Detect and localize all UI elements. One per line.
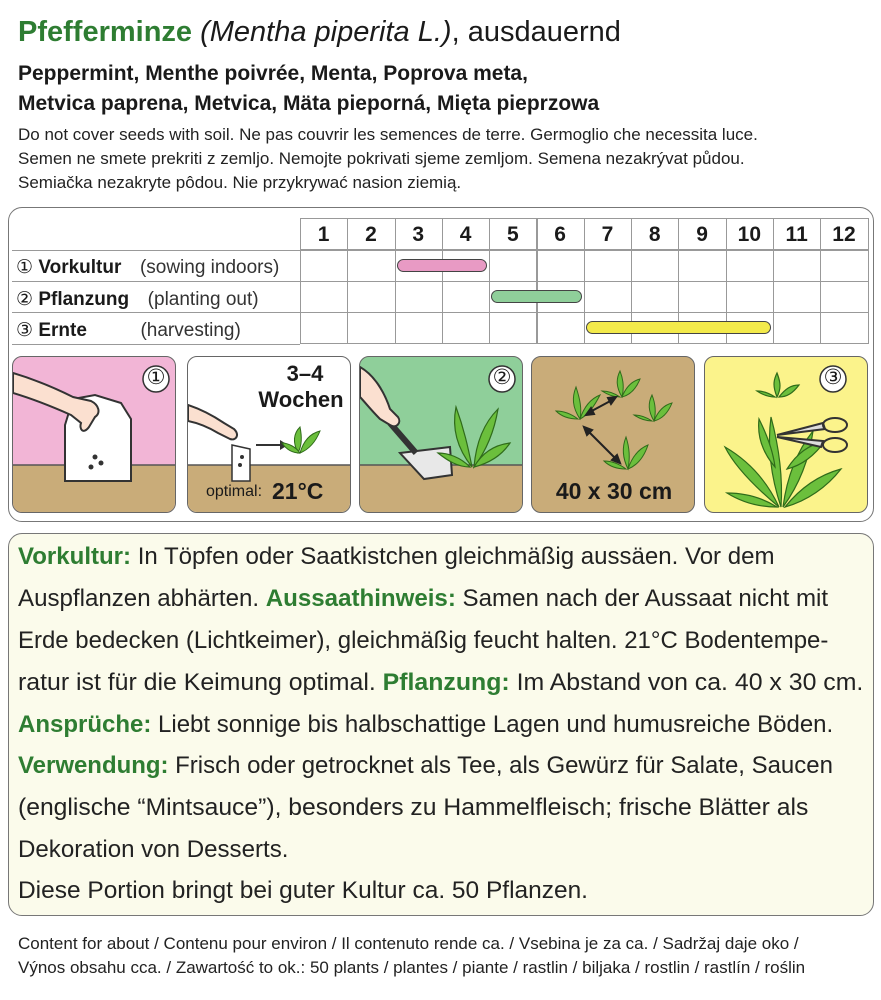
plant-name: Pfefferminze — [18, 16, 193, 48]
sowing-calendar — [12, 218, 868, 346]
calendar-row-sowing — [16, 256, 279, 279]
step-number-3: ③ — [823, 366, 843, 389]
calendar-cell — [489, 312, 537, 344]
calendar-row-planting — [16, 288, 259, 311]
info-line — [18, 711, 833, 739]
calendar-cell — [347, 281, 395, 313]
calendar-cell — [773, 281, 821, 313]
calendar-cell — [584, 250, 632, 282]
panel-spacing — [531, 356, 695, 513]
info-text: Liebt sonnige bis halbschattige Lagen und humusreiche Böden. — [151, 711, 834, 738]
info-line — [18, 543, 774, 571]
step-number: ③ — [16, 320, 34, 341]
panel-sowing-indoors — [12, 356, 176, 513]
row-label-de: Vorkultur — [38, 257, 122, 278]
calendar-cell — [584, 281, 632, 313]
period-bar — [397, 259, 488, 272]
row-separator — [12, 344, 300, 345]
info-text: Auspflanzen abhärten. — [18, 585, 266, 612]
calendar-cell — [726, 281, 774, 313]
calendar-cell — [347, 312, 395, 344]
row-separator — [12, 250, 300, 251]
calendar-row-harvesting — [16, 319, 241, 342]
calendar-cell — [300, 250, 348, 282]
translations-line-2: Metvica paprena, Metvica, Mäta pieporná, Mięta pieprzowa — [18, 92, 600, 115]
month-label: 9 — [696, 223, 708, 246]
calendar-cell — [773, 312, 821, 344]
calendar-cell — [820, 281, 868, 313]
row-label-en: (harvesting) — [140, 320, 241, 341]
info-heading: Verwendung: — [18, 752, 169, 779]
month-label: 4 — [459, 223, 472, 246]
optimal-temperature: 21°C — [272, 478, 324, 504]
row-separator — [12, 312, 300, 313]
footer-line-1: Content for about / Contenu pour environ / Il contenuto rende ca. / Vsebina je za ca. / Sadržaj daje oko / — [18, 934, 799, 953]
calendar-cell — [726, 250, 774, 282]
month-label: 12 — [832, 223, 856, 246]
calendar-cell — [537, 312, 585, 344]
calendar-cell — [631, 250, 679, 282]
info-heading: Ansprüche: — [18, 711, 152, 738]
info-text: Dekoration von Desserts. — [18, 836, 289, 863]
panel-harvesting — [704, 356, 868, 513]
calendar-cell — [442, 281, 490, 313]
info-text: (englische “Mintsauce”), besonders zu Hammelfleisch; frische Blätter als — [18, 794, 809, 821]
row-label-de: Ernte — [38, 320, 87, 341]
info-line — [18, 627, 828, 655]
calendar-cell — [300, 281, 348, 313]
panel-germination — [187, 356, 351, 513]
period-bar — [586, 321, 771, 334]
info-heading: Vorkultur: — [18, 543, 132, 570]
info-line — [18, 752, 833, 780]
note-line-1: Do not cover seeds with soil. Ne pas couvrir les semences de terre. Germoglio che necessita luce. — [18, 125, 758, 144]
month-label: 8 — [648, 223, 661, 246]
spacing-text: 40 x 30 cm — [555, 478, 673, 504]
info-text: In Töpfen oder Saatkistchen gleichmäßig aussäen. Vor dem — [131, 543, 775, 570]
row-label-de: Pflanzung — [38, 289, 130, 310]
calendar-cell — [489, 250, 537, 282]
germination-weeks: 3–4 — [286, 361, 324, 386]
month-label: 10 — [737, 223, 762, 246]
calendar-cell — [678, 281, 726, 313]
info-line — [18, 794, 808, 822]
info-heading: Pflanzung: — [382, 669, 510, 696]
step-number: ② — [16, 289, 34, 310]
info-text: Diese Portion bringt bei guter Kultur ca. 50 Pflanzen. — [18, 877, 588, 904]
month-label: 11 — [785, 223, 808, 246]
row-separator — [12, 281, 300, 282]
calendar-cell — [442, 312, 490, 344]
row-label-en: (sowing indoors) — [139, 257, 280, 278]
calendar-cell — [820, 312, 868, 344]
calendar-cell — [395, 281, 443, 313]
title-suffix: , ausdauernd — [451, 16, 621, 48]
panel-planting-out — [359, 356, 523, 513]
month-label: 2 — [365, 223, 377, 246]
calendar-cell — [631, 281, 679, 313]
month-label: 7 — [601, 223, 614, 246]
germination-weeks-unit: Wochen — [258, 387, 344, 412]
latin-name: (Mentha piperita L.) — [200, 16, 452, 48]
info-line — [18, 836, 288, 864]
month-label: 6 — [554, 223, 566, 246]
info-line — [18, 877, 588, 905]
info-text: Erde bedecken (Lichtkeimer), gleichmäßig feucht halten. 21°C Bodentempe- — [18, 627, 829, 654]
info-text: Frisch oder getrocknet als Tee, als Gewürz für Salate, Saucen — [168, 752, 833, 779]
calendar-cell — [300, 312, 348, 344]
translations-line-1: Peppermint, Menthe poivrée, Menta, Poprova meta, — [18, 62, 528, 85]
calendar-cell — [537, 250, 585, 282]
step-number: ① — [16, 257, 34, 278]
info-text: Samen nach der Aussaat nicht mit — [455, 585, 829, 612]
calendar-cell — [678, 250, 726, 282]
calendar-cell — [773, 250, 821, 282]
calendar-cell — [820, 250, 868, 282]
month-label: 3 — [412, 223, 425, 246]
calendar-cell — [347, 250, 395, 282]
footer-line-2: Výnos obsahu cca. / Zawartość to ok.: 50 plants / plantes / piante / rastlin / biljaka / rostlin / rastlín / roślin — [18, 958, 806, 977]
step-number-1: ① — [146, 366, 166, 389]
period-bar — [491, 290, 582, 303]
month-label: 1 — [317, 223, 330, 246]
info-line — [18, 669, 863, 697]
optimal-label: optimal: — [206, 483, 263, 500]
row-label-en: (planting out) — [147, 289, 259, 310]
step-number-2: ② — [492, 366, 512, 389]
month-label: 5 — [506, 223, 519, 246]
info-heading: Aussaathinweis: — [265, 585, 456, 612]
info-line — [18, 585, 828, 613]
product-title — [18, 16, 621, 49]
note-line-3: Semiačka nezakryte pôdou. Nie przykrywać nasion ziemią. — [18, 173, 462, 192]
note-line-2: Semen ne smete prekriti z zemljo. Nemojte pokrivati sjeme zemljom. Semena nezakrývat půdou. — [18, 149, 745, 168]
info-text: ratur ist für die Keimung optimal. — [18, 669, 383, 696]
calendar-cell — [395, 312, 443, 344]
info-text: Im Abstand von ca. 40 x 30 cm. — [509, 669, 864, 696]
